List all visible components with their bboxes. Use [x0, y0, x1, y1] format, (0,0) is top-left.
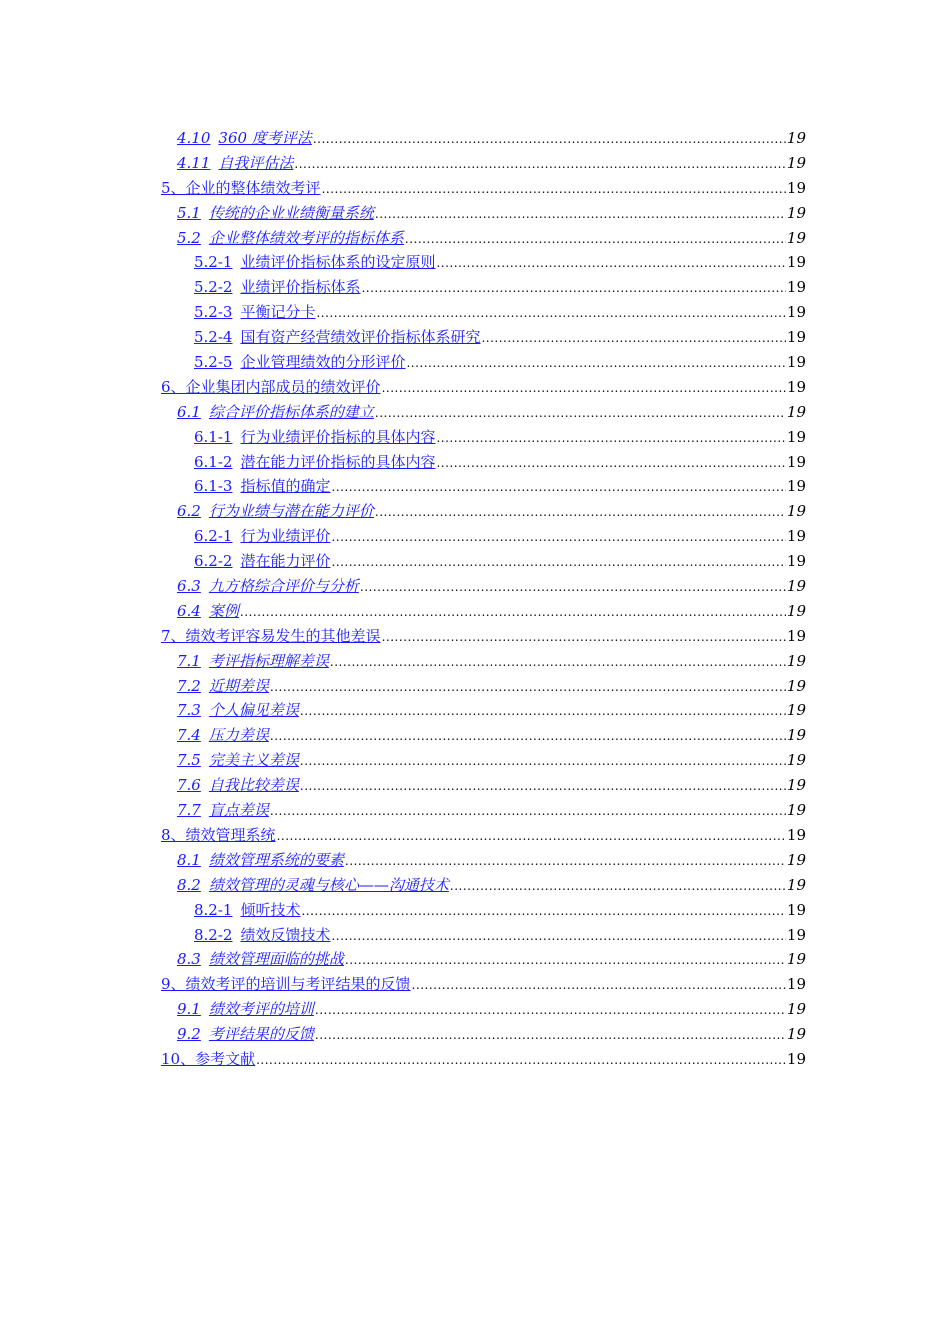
toc-entry-number: 5.2-1 — [194, 253, 233, 272]
toc-entry-title: 传统的企业业绩衡量系统 — [208, 203, 374, 222]
toc-page-number: 19 — [786, 353, 806, 372]
toc-page-number: 19 — [786, 129, 806, 147]
toc-entry-number: 5.2 — [177, 228, 201, 247]
dot-leader — [270, 675, 786, 700]
dot-leader — [294, 152, 785, 177]
toc-entry-title: 近期差误 — [208, 676, 269, 695]
toc-entry-number: 7.1 — [177, 651, 201, 670]
dot-leader — [481, 326, 785, 351]
toc-entry-number: 7.6 — [177, 776, 201, 795]
toc-link[interactable] — [161, 972, 411, 997]
toc-page-number: 19 — [786, 900, 806, 919]
toc-page-number: 19 — [786, 303, 806, 322]
toc-entry-title: 绩效管理系统 — [185, 825, 276, 844]
toc-link[interactable] — [177, 574, 359, 599]
toc-link[interactable] — [177, 798, 269, 823]
toc-entry-title: 360 度考评法 — [218, 129, 312, 147]
toc-entry — [161, 1022, 806, 1047]
toc-entry-number: 6.4 — [177, 601, 201, 620]
toc-entry — [161, 400, 806, 425]
toc-entry-title: 行为业绩与潜在能力评价 — [208, 502, 374, 521]
toc-entry-title: 企业集团内部成员的绩效评价 — [185, 377, 381, 396]
toc-entry-number: 8.2-2 — [194, 925, 233, 944]
toc-entry — [161, 574, 806, 599]
toc-entry — [161, 450, 806, 475]
toc-entry — [161, 748, 806, 773]
toc-link[interactable] — [177, 748, 299, 773]
toc-page-number: 19 — [786, 776, 806, 795]
toc-entry-number: 4.10 — [177, 129, 211, 147]
dot-leader — [301, 899, 785, 924]
toc-page-number: 19 — [786, 577, 806, 596]
toc-page-number: 19 — [786, 751, 806, 770]
dot-leader — [382, 625, 786, 650]
toc-entry-title: 企业的整体绩效考评 — [185, 178, 321, 197]
toc-page-number: 19 — [786, 477, 806, 496]
toc-page-number: 19 — [786, 502, 806, 521]
toc-entry-title: 九方格综合评价与分析 — [208, 577, 359, 596]
toc-page-number: 19 — [786, 377, 806, 396]
toc-page-number: 19 — [786, 253, 806, 272]
toc-page-number: 19 — [786, 203, 806, 222]
toc-page-number: 19 — [786, 1049, 806, 1068]
toc-entry-title: 行为业绩评价 — [240, 527, 331, 546]
toc-entry-title: 平衡记分卡 — [240, 303, 316, 322]
toc-link[interactable] — [177, 201, 374, 226]
toc-entry — [161, 698, 806, 723]
dot-leader — [360, 575, 786, 600]
toc-page-number: 19 — [786, 427, 806, 446]
toc-entry-title: 绩效考评的培训 — [208, 1000, 314, 1019]
toc-page-number: 19 — [786, 975, 806, 994]
dot-leader — [331, 924, 785, 949]
dot-leader — [436, 451, 785, 476]
toc-entry — [161, 375, 806, 400]
dot-leader — [375, 401, 786, 426]
toc-entry-title: 潜在能力评价 — [240, 552, 331, 571]
toc-page-number: 19 — [786, 825, 806, 844]
toc-entry-title: 考评结果的反馈 — [208, 1025, 314, 1044]
toc-link[interactable] — [177, 126, 312, 151]
toc-link[interactable] — [194, 474, 330, 499]
toc-entry-number: 5.2-2 — [194, 278, 233, 297]
toc-entry-title: 绩效考评的培训与考评结果的反馈 — [185, 975, 411, 994]
toc-link[interactable] — [177, 947, 344, 972]
toc-entry — [161, 599, 806, 624]
toc-entry-title: 国有资产经营绩效评价指标体系研究 — [240, 328, 481, 347]
toc-link[interactable] — [194, 549, 330, 574]
toc-entry-title: 绩效管理面临的挑战 — [208, 950, 344, 969]
toc-entry-number: 4.11 — [177, 153, 211, 172]
toc-entry — [161, 524, 806, 549]
toc-entry — [161, 126, 806, 151]
dot-leader — [316, 301, 785, 326]
toc-entry — [161, 848, 806, 873]
toc-link[interactable] — [194, 275, 360, 300]
toc-link[interactable] — [177, 873, 449, 898]
toc-entry-number: 8.2-1 — [194, 900, 233, 919]
toc-page-number: 19 — [786, 925, 806, 944]
toc-entry-title: 自我评估法 — [218, 153, 294, 172]
toc-entry-number: 6.1-2 — [194, 452, 233, 471]
toc-entry — [161, 300, 806, 325]
toc-link[interactable] — [177, 698, 299, 723]
toc-page-number: 19 — [786, 651, 806, 670]
toc-page-number: 19 — [786, 1000, 806, 1019]
dot-leader — [300, 774, 786, 799]
toc-entry-number: 7.4 — [177, 726, 201, 745]
toc-entry — [161, 275, 806, 300]
toc-page-number: 19 — [786, 701, 806, 720]
toc-entry-title: 企业整体绩效考评的指标体系 — [208, 228, 404, 247]
toc-link[interactable] — [177, 599, 239, 624]
toc-entry — [161, 474, 806, 499]
toc-link[interactable] — [177, 723, 269, 748]
toc-link[interactable] — [177, 499, 374, 524]
toc-page-number: 19 — [786, 527, 806, 546]
toc-page-number: 19 — [786, 402, 806, 421]
toc-entry-number: 8.3 — [177, 950, 201, 969]
dot-leader — [270, 799, 786, 824]
toc-link[interactable] — [177, 848, 344, 873]
toc-entry — [161, 649, 806, 674]
dot-leader — [331, 525, 785, 550]
toc-link[interactable] — [177, 1022, 314, 1047]
toc-page-number: 19 — [786, 850, 806, 869]
toc-entry-number: 8.2 — [177, 875, 201, 894]
toc-link[interactable] — [194, 898, 300, 923]
toc-page-number: 19 — [786, 601, 806, 620]
toc-entry-number: 6.1-3 — [194, 477, 233, 496]
toc-entry — [161, 176, 806, 201]
toc-entry — [161, 624, 806, 649]
toc-entry — [161, 898, 806, 923]
toc-entry — [161, 425, 806, 450]
toc-entry-number: 7.3 — [177, 701, 201, 720]
toc-entry — [161, 151, 806, 176]
toc-entry-title: 倾听技术 — [240, 900, 301, 919]
dot-leader — [345, 948, 786, 973]
dot-leader — [436, 426, 785, 451]
toc-link[interactable] — [161, 624, 381, 649]
toc-entry — [161, 549, 806, 574]
toc-entry-number: 5.2-3 — [194, 303, 233, 322]
toc-page-number: 19 — [786, 278, 806, 297]
toc-entry-number: 7.7 — [177, 801, 201, 820]
toc-entry — [161, 723, 806, 748]
toc-entry — [161, 798, 806, 823]
toc-entry-title: 行为业绩评价指标的具体内容 — [240, 427, 436, 446]
toc-link[interactable] — [177, 400, 374, 425]
dot-leader — [313, 127, 786, 152]
toc-entry-title: 个人偏见差误 — [208, 701, 299, 720]
toc-entry-number: 6.3 — [177, 577, 201, 596]
toc-link[interactable] — [194, 450, 435, 475]
toc-entry-title: 业绩评价指标体系 — [240, 278, 361, 297]
dot-leader — [450, 874, 786, 899]
toc-entry-title: 绩效考评容易发生的其他差误 — [185, 626, 381, 645]
toc-entry — [161, 873, 806, 898]
toc-page-number: 19 — [786, 626, 806, 645]
dot-leader — [361, 276, 785, 301]
toc-link[interactable] — [194, 425, 435, 450]
toc-page-number: 19 — [786, 726, 806, 745]
dot-leader — [300, 699, 786, 724]
toc-entry — [161, 923, 806, 948]
dot-leader — [300, 749, 786, 774]
toc-entry-number: 9.2 — [177, 1025, 201, 1044]
toc-page-number: 19 — [786, 676, 806, 695]
toc-entry-number: 8、 — [161, 825, 186, 844]
dot-leader — [277, 824, 786, 849]
toc-page-number: 19 — [786, 950, 806, 969]
toc-entry-title: 自我比较差误 — [208, 776, 299, 795]
dot-leader — [315, 998, 786, 1023]
toc-entry — [161, 1047, 806, 1072]
toc-entry — [161, 325, 806, 350]
toc-entry — [161, 972, 806, 997]
toc-entry-title: 业绩评价指标体系的设定原则 — [240, 253, 436, 272]
dot-leader — [240, 600, 786, 625]
toc-page-number: 19 — [786, 552, 806, 571]
toc-entry — [161, 674, 806, 699]
dot-leader — [270, 724, 786, 749]
toc-entry-title: 绩效反馈技术 — [240, 925, 331, 944]
toc-entry-title: 综合评价指标体系的建立 — [208, 402, 374, 421]
dot-leader — [345, 849, 786, 874]
toc-entry-title: 参考文献 — [195, 1049, 256, 1068]
toc-entry-number: 6、 — [161, 377, 186, 396]
dot-leader — [330, 650, 786, 675]
toc-entry — [161, 773, 806, 798]
toc-page-number: 19 — [786, 1025, 806, 1044]
toc-link[interactable] — [177, 649, 329, 674]
toc-page-number: 19 — [786, 328, 806, 347]
dot-leader — [256, 1048, 786, 1073]
toc-entry-number: 7.5 — [177, 751, 201, 770]
toc-entry-title: 绩效管理的灵魂与核心——沟通技术 — [208, 875, 449, 894]
toc-entry-title: 完美主义差误 — [208, 751, 299, 770]
toc-entry-number: 6.1-1 — [194, 427, 233, 446]
table-of-contents — [161, 126, 806, 1072]
toc-page-number: 19 — [786, 875, 806, 894]
toc-link[interactable] — [177, 151, 293, 176]
toc-entry-number: 5.1 — [177, 203, 201, 222]
toc-entry-number: 10、 — [161, 1049, 196, 1068]
toc-entry-title: 指标值的确定 — [240, 477, 331, 496]
toc-link[interactable] — [194, 325, 480, 350]
dot-leader — [412, 973, 786, 998]
toc-entry-number: 6.2 — [177, 502, 201, 521]
toc-entry — [161, 499, 806, 524]
toc-entry-number: 9、 — [161, 975, 186, 994]
toc-page-number: 19 — [786, 801, 806, 820]
toc-entry-number: 5.2-4 — [194, 328, 233, 347]
toc-entry-title: 考评指标理解差误 — [208, 651, 329, 670]
dot-leader — [375, 500, 786, 525]
toc-entry-number: 7.2 — [177, 676, 201, 695]
dot-leader — [375, 202, 786, 227]
toc-page-number: 19 — [786, 228, 806, 247]
toc-entry — [161, 947, 806, 972]
toc-entry-number: 6.1 — [177, 402, 201, 421]
toc-link[interactable] — [161, 1047, 255, 1072]
toc-entry-number: 8.1 — [177, 850, 201, 869]
toc-link[interactable] — [177, 674, 269, 699]
dot-leader — [436, 251, 785, 276]
toc-entry-number: 7、 — [161, 626, 186, 645]
dot-leader — [315, 1023, 786, 1048]
toc-entry-number: 5.2-5 — [194, 353, 233, 372]
toc-entry — [161, 350, 806, 375]
toc-link[interactable] — [161, 823, 276, 848]
toc-link[interactable] — [194, 524, 330, 549]
dot-leader — [382, 376, 786, 401]
toc-entry — [161, 201, 806, 226]
toc-link[interactable] — [161, 375, 381, 400]
toc-entry-number: 6.2-2 — [194, 552, 233, 571]
toc-link[interactable] — [194, 300, 315, 325]
toc-page-number: 19 — [786, 153, 806, 172]
toc-link[interactable] — [177, 226, 404, 251]
toc-entry-title: 企业管理绩效的分形评价 — [240, 353, 406, 372]
dot-leader — [405, 227, 786, 252]
toc-link[interactable] — [194, 250, 435, 275]
toc-entry-number: 6.2-1 — [194, 527, 233, 546]
toc-link[interactable] — [194, 923, 330, 948]
toc-entry — [161, 997, 806, 1022]
toc-entry-title: 潜在能力评价指标的具体内容 — [240, 452, 436, 471]
toc-link[interactable] — [177, 773, 299, 798]
toc-link[interactable] — [194, 350, 405, 375]
dot-leader — [322, 177, 786, 202]
dot-leader — [331, 475, 785, 500]
toc-entry-title: 压力差误 — [208, 726, 269, 745]
dot-leader — [331, 550, 785, 575]
toc-entry — [161, 250, 806, 275]
dot-leader — [406, 351, 785, 376]
toc-page-number: 19 — [786, 178, 806, 197]
toc-link[interactable] — [177, 997, 314, 1022]
toc-entry-number: 5、 — [161, 178, 186, 197]
toc-entry — [161, 823, 806, 848]
toc-entry-title: 案例 — [208, 601, 239, 620]
toc-entry-title: 绩效管理系统的要素 — [208, 850, 344, 869]
toc-entry-title: 盲点差误 — [208, 801, 269, 820]
toc-entry — [161, 226, 806, 251]
toc-entry-number: 9.1 — [177, 1000, 201, 1019]
toc-link[interactable] — [161, 176, 321, 201]
toc-page-number: 19 — [786, 452, 806, 471]
